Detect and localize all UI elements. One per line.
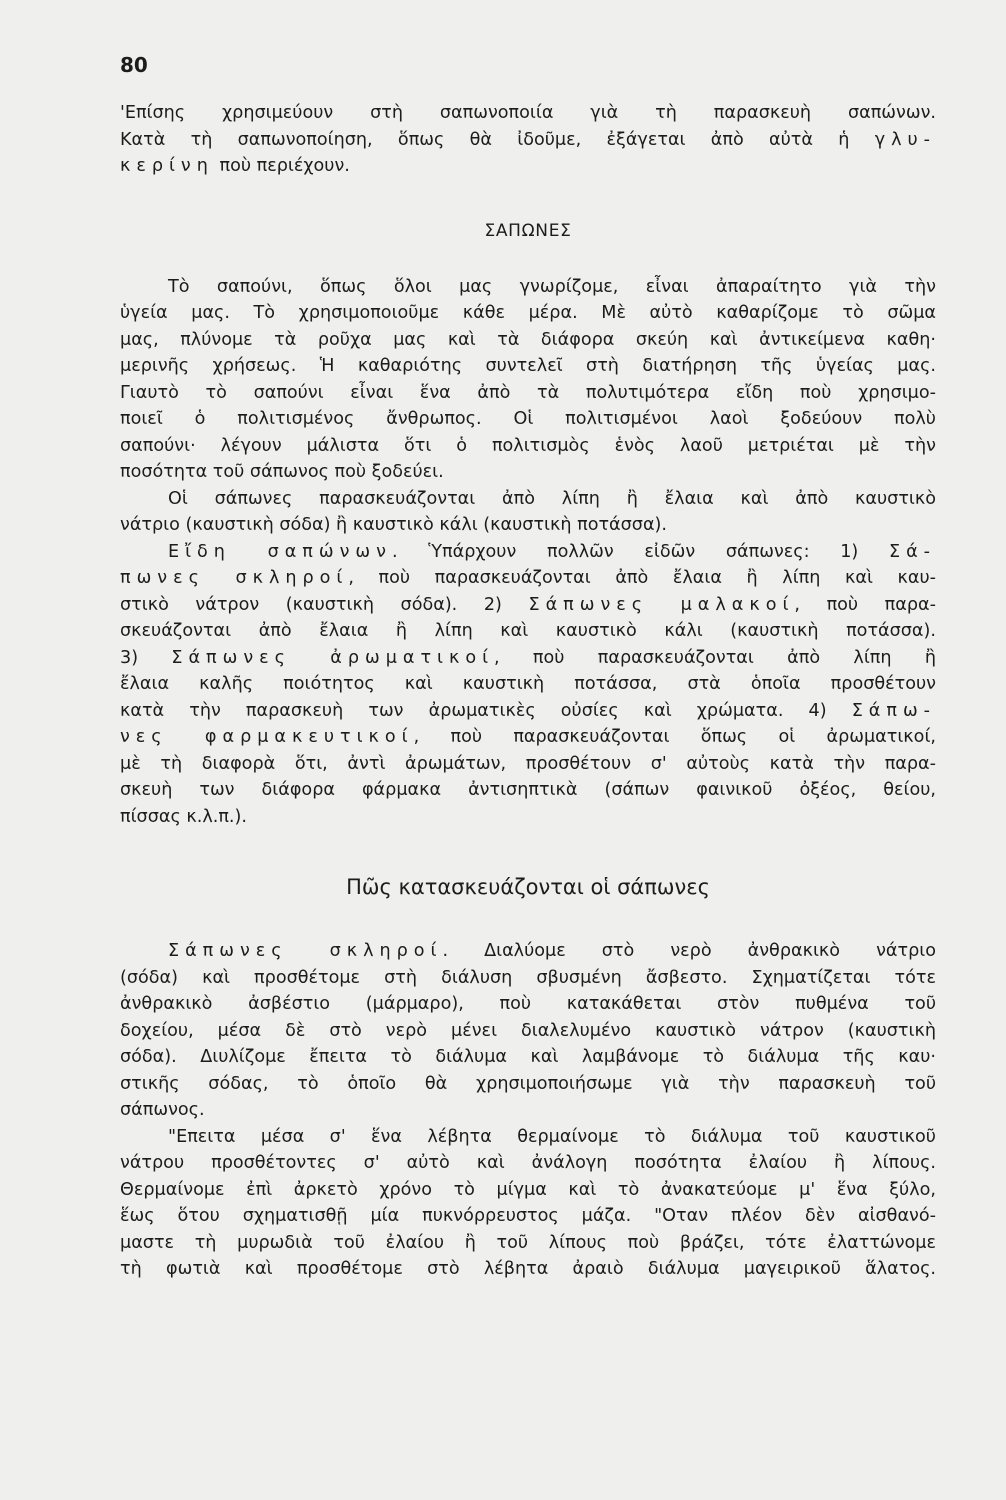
text-line: [120, 592, 936, 619]
text-line: [120, 965, 936, 992]
text-line: [120, 1203, 936, 1230]
text-line: [120, 1044, 936, 1071]
text-run: "Επειτα μέσα σ' ἕνα λέβητα θερμαίνομε τὸ διάλυμα τοῦ καυστικοῦ: [168, 1126, 936, 1147]
text-line: [120, 938, 936, 965]
text-run: ποιεῖ ὁ πολιτισμένος ἄνθρωπος. Οἱ πολιτισμένοι λαοὶ ξοδεύουν πολὺ: [120, 409, 936, 429]
spaced-term: γλυ-: [874, 129, 936, 150]
text-line: [120, 486, 936, 513]
text-run: κατὰ τὴν παρασκευὴ των ἀρωματικὲς οὐσίες καὶ χρώματα. 4): [120, 700, 852, 721]
text-run: , ποὺ παρασκευάζονται ὅπως οἱ ἀρωματικοί,: [413, 727, 936, 747]
text-line: [120, 512, 936, 539]
text-run: νάτριο (καυστικὴ σόδα) ἢ καυστικὸ κάλι (καυστικὴ ποτάσσα).: [120, 515, 668, 535]
text-line: [120, 1124, 936, 1151]
text-run: ποσότητα τοῦ σάπωνος ποὺ ξοδεύει.: [120, 462, 444, 482]
text-line: [120, 153, 936, 180]
spaced-term: Σάπωνες μαλακοί: [528, 594, 795, 615]
text-run: μὲ τὴ διαφορὰ ὅτι, ἀντὶ ἀρωμάτων, προσθέτουν σ' αὐτοὺς κατὰ τὴν παρα-: [120, 753, 936, 774]
text-run: ἀνθρακικὸ ἀσβέστιο (μάρμαρο), ποὺ κατακάθεται στὸν πυθμένα τοῦ: [120, 994, 936, 1014]
spaced-term: Σάπωνες σκληροί: [168, 941, 443, 961]
text-run: 3): [120, 647, 172, 668]
text-run: σάπωνος.: [120, 1100, 205, 1120]
text-line: [120, 698, 936, 725]
text-run: δοχείου, μέσα δὲ στὸ νερὸ μένει διαλελυμένο καυστικὸ νάτρον (καυστικὴ: [120, 1020, 936, 1041]
text-run: σκευάζονται ἀπὸ ἔλαια ἢ λίπη καὶ καυστικὸ κάλι (καυστικὴ ποτάσσα).: [120, 621, 936, 641]
text-line: [120, 380, 936, 407]
text-line: [120, 671, 936, 698]
text-line: [120, 751, 936, 778]
text-run: Κατὰ τὴ σαπωνοποίηση, ὅπως θὰ ἰδοῦμε, ἐξάγεται ἀπὸ αὐτὰ ἡ: [120, 129, 875, 150]
text-line: [120, 1256, 936, 1283]
text-run: μερινῆς χρήσεως. Ἡ καθαριότης συντελεῖ στὴ διατήρηση τῆς ὑγείας μας.: [120, 356, 936, 376]
text-line: [120, 1097, 936, 1124]
spaced-term: Σάπωνες ἀρωματικοί: [171, 647, 495, 668]
text-line: [120, 127, 936, 154]
text-line: [120, 353, 936, 380]
text-run: πίσσας κ.λ.π.).: [120, 806, 247, 827]
text-line: [120, 539, 936, 566]
text-run: Γιαυτὸ τὸ σαπούνι εἶναι ἕνα ἀπὸ τὰ πολυτιμότερα εἴδη ποὺ χρησιμο-: [120, 382, 936, 403]
spaced-term: Σά-: [888, 541, 936, 562]
text-line: [120, 274, 936, 301]
text-run: (σόδα) καὶ προσθέτομε στὴ διάλυση σβυσμένη ἄσβεστο. Σχηματίζεται τότε: [120, 967, 936, 988]
text-run: ποὺ περιέχουν.: [213, 156, 350, 176]
text-line: [120, 991, 936, 1018]
text-run: Τὸ σαπούνι, ὅπως ὅλοι μας γνωρίζομε, εἶναι ἀπαραίτητο γιὰ τὴν: [168, 276, 936, 297]
spaced-term: Εἴδη σαπώνων: [168, 541, 392, 562]
intro-paragraph: [120, 100, 936, 180]
text-run: στικὸ νάτρον (καυστικὴ σόδα). 2): [120, 594, 529, 615]
text-line: [120, 1177, 936, 1204]
text-run: , ποὺ παρα-: [794, 594, 936, 615]
text-run: ἕως ὅτου σχηματισθῇ μία πυκνόρρευστος μάζα. "Οταν πλέον δὲν αἰσθανό-: [120, 1206, 936, 1226]
text-line: [120, 724, 936, 751]
spaced-term: νες φαρμακευτικοί: [120, 727, 414, 747]
text-line: [120, 645, 936, 672]
text-run: , ποὺ παρασκευάζονται ἀπὸ λίπη ἢ: [494, 647, 936, 668]
text-line: [120, 459, 936, 486]
spaced-term: Σάπω-: [851, 700, 936, 721]
text-run: σαπούνι· λέγουν μάλιστα ὅτι ὁ πολιτισμὸς ἑνὸς λαοῦ μετριέται μὲ τὴν: [120, 435, 936, 456]
text-run: . Ὑπάρχουν πολλῶν εἰδῶν σάπωνες: 1): [391, 541, 889, 562]
text-run: σκευὴ των διάφορα φάρμακα ἀντισηπτικὰ (σάπων φαινικοῦ ὀξέος, θείου,: [120, 780, 936, 800]
text-run: νάτρου προσθέτοντες σ' αὐτὸ καὶ ἀνάλογη ποσότητα ἐλαίου ἢ λίπους.: [120, 1153, 936, 1173]
text-run: στικῆς σόδας, τὸ ὁποῖο θὰ χρησιμοποιήσωμε γιὰ τὴν παρασκευὴ τοῦ: [120, 1073, 936, 1094]
manufacture-section: [120, 938, 936, 1283]
text-run: ἔλαια καλῆς ποιότητος καὶ καυστικὴ ποτάσσα, στὰ ὁποῖα προσθέτουν: [120, 674, 936, 694]
text-line: [120, 327, 936, 354]
spaced-term: κερίνη: [120, 156, 214, 176]
text-run: Θερμαίνομε ἐπὶ ἀρκετὸ χρόνο τὸ μίγμα καὶ τὸ ἀνακατεύομε μ' ἕνα ξύλο,: [120, 1179, 936, 1200]
text-line: [120, 804, 936, 831]
text-line: [120, 300, 936, 327]
section-heading: ΣΑΠΩΝΕΣ: [484, 220, 572, 241]
text-line: [120, 433, 936, 460]
text-line: [120, 1150, 936, 1177]
text-line: [120, 777, 936, 804]
text-run: , ποὺ παρασκευάζονται ἀπὸ ἔλαια ἢ λίπη καὶ καυ-: [348, 568, 936, 588]
spaced-term: πωνες σκληροί: [120, 568, 349, 588]
text-line: [120, 406, 936, 433]
page-number: 80: [120, 53, 148, 77]
text-line: [120, 100, 936, 127]
text-run: . Διαλύομε στὸ νερὸ ἀνθρακικὸ νάτριο: [442, 941, 936, 961]
text-run: μαστε τὴ μυρωδιὰ τοῦ ἐλαίου ἢ τοῦ λίπους ποὺ βράζει, τότε ἐλαττώνομε: [120, 1232, 936, 1253]
text-run: ὑγεία μας. Τὸ χρησιμοποιοῦμε κάθε μέρα. Μὲ αὐτὸ καθαρίζομε τὸ σῶμα: [120, 303, 936, 323]
text-line: [120, 565, 936, 592]
text-line: [120, 1230, 936, 1257]
text-line: [120, 1018, 936, 1045]
text-run: 'Επίσης χρησιμεύουν στὴ σαπωνοποιία γιὰ τὴ παρασκευὴ σαπώνων.: [120, 103, 936, 123]
text-run: σόδα). Διυλίζομε ἔπειτα τὸ διάλυμα καὶ λαμβάνομε τὸ διάλυμα τῆς καυ·: [120, 1047, 936, 1067]
text-run: τὴ φωτιὰ καὶ προσθέτομε στὸ λέβητα ἀραιὸ διάλυμα μαγειρικοῦ ἅλατος.: [120, 1259, 936, 1279]
text-run: Οἱ σάπωνες παρασκευάζονται ἀπὸ λίπη ἢ ἔλαια καὶ ἀπὸ καυστικὸ: [168, 488, 936, 509]
text-run: μας, πλύνομε τὰ ροῦχα μας καὶ τὰ διάφορα σκεύη καὶ ἀντικείμενα καθη·: [120, 329, 936, 350]
soaps-section: [120, 274, 936, 831]
text-line: [120, 1071, 936, 1098]
section-heading: Πῶς κατασκευάζονται οἱ σάπωνες: [346, 875, 710, 899]
text-line: [120, 618, 936, 645]
